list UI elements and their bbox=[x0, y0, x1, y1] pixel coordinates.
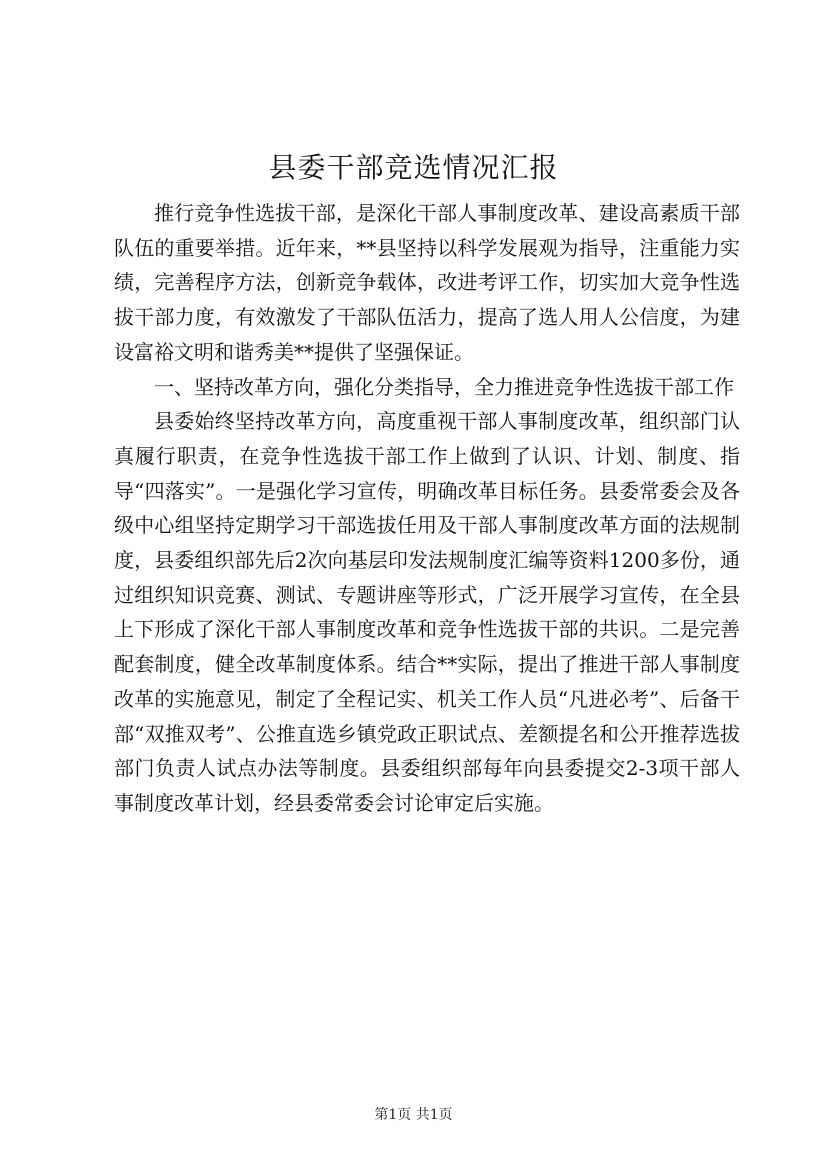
section-heading-1: 一、坚持改革方向，强化分类指导，全力推进竞争性选拔干部工作 bbox=[154, 374, 734, 399]
intro-paragraph: 推行竞争性选拔干部，是深化干部人事制度改革、建设高素质干部队伍的重要举措。近年来，**县坚持以科学发展观为指导，注重能力实绩，完善程序方法，创新竞争载体，改进考评工作，切实加大竞争性选拔干部力度，有效激发了干部队伍活力，提高了选人用人公信度，为建设富裕文明和谐秀美**提供了坚强保证。 bbox=[114, 201, 740, 364]
document-title: 县委干部竞选情况汇报 bbox=[268, 151, 559, 184]
document-body bbox=[114, 196, 740, 821]
section-1-paragraph: 县委始终坚持改革方向，高度重视干部人事制度改革，组织部门认真履行职责，在竞争性选拔干部工作上做到了认识、计划、制度、指导“四落实”。一是强化学习宣传，明确改革目标任务。县委常委会及各级中心组坚持定期学习干部选拔任用及干部人事制度改革方面的法规制度，县委组织部先后2次向基层印发法规制度汇编等资料1200多份，通过组织知识竞赛、测试、专题讲座等形式，广泛开展学习宣传，在全县上下形成了深化干部人事制度改革和竞争性选拔干部的共识。二是完善配套制度，健全改革制度体系。结合**实际，提出了推进干部人事制度改革的实施意见，制定了全程记实、机关工作人员“凡进必考”、后备干部“双推双考”、公推直选乡镇党政正职试点、差额提名和公开推荐选拔部门负责人试点办法等制度。县委组织部每年向县委提交2-3项干部人事制度改革计划，经县委常委会讨论审定后实施。 bbox=[114, 409, 740, 815]
page-footer: 第1页 共1页 bbox=[374, 1107, 453, 1123]
